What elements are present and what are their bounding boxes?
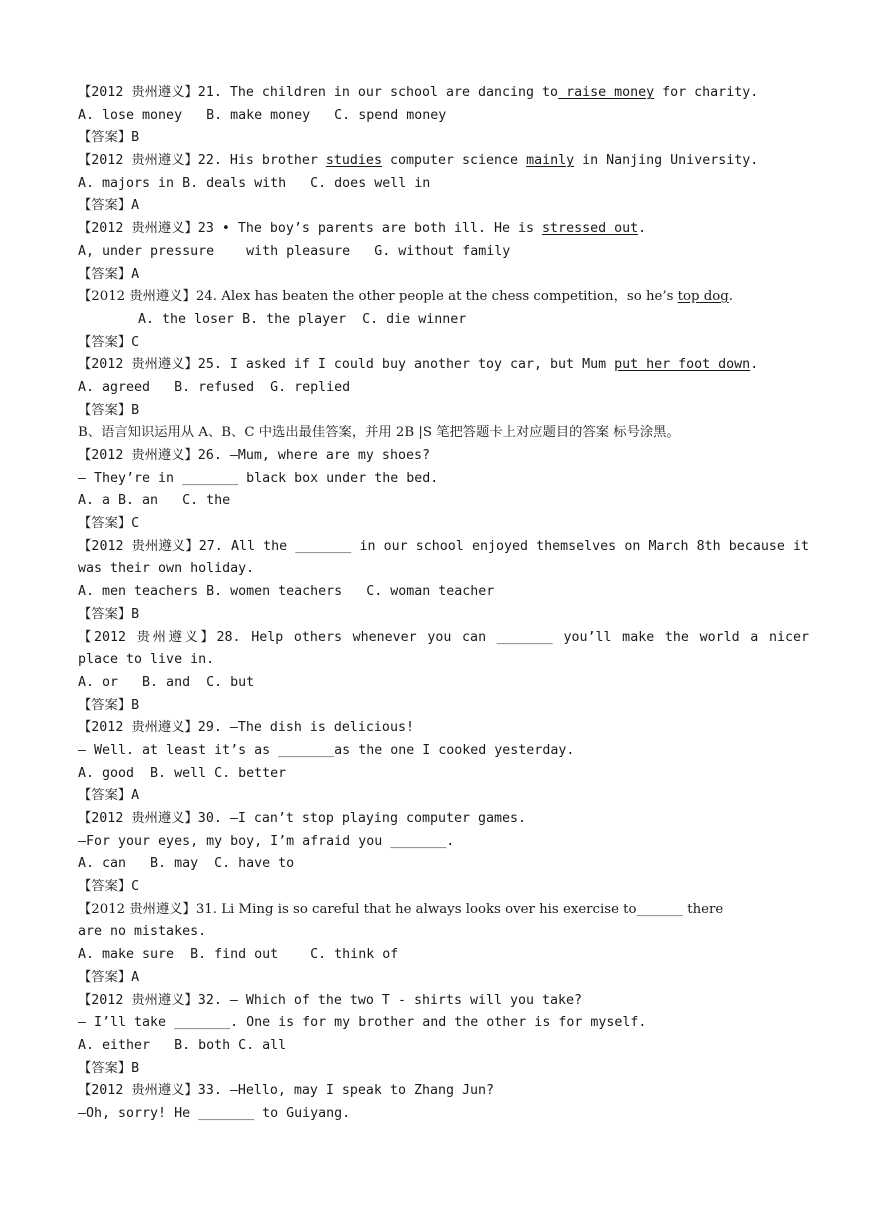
- text-line: [78, 400, 809, 423]
- text-line: [78, 831, 809, 854]
- text-line: [78, 853, 809, 876]
- text-line: [78, 82, 809, 105]
- text-segment: A. a B. an C. the: [78, 493, 231, 509]
- text-line: [78, 422, 809, 445]
- underlined-phrase: put her foot down: [614, 357, 751, 373]
- text-segment: 【2012 贵州遵义】23 • The boy’s parents are both ill. He is: [78, 221, 543, 237]
- text-line: [78, 695, 809, 718]
- text-line: [78, 127, 809, 150]
- text-segment: 【2012 贵州遵义】24. Alex has beaten the other people at the chess competition，so he’s: [78, 289, 678, 305]
- text-line: [78, 944, 809, 967]
- text-segment: place to live in.: [78, 652, 215, 668]
- text-segment: 【2012 贵州遵义】28. Help others whenever you can _______ you’ll make the world a nicer: [78, 629, 809, 645]
- text-line: [78, 513, 809, 536]
- text-segment: .: [638, 221, 647, 237]
- text-line: [78, 921, 809, 944]
- text-line: [78, 899, 809, 922]
- underlined-phrase: top dog: [677, 289, 729, 305]
- text-segment: was their own holiday.: [78, 561, 255, 577]
- text-segment: A. make sure B. find out C. think of: [78, 947, 399, 963]
- text-segment: in Nanjing University.: [574, 153, 759, 169]
- text-segment: 【答案】A: [78, 266, 140, 282]
- text-line: [78, 1058, 809, 1081]
- text-line: [78, 763, 809, 786]
- text-segment: 【答案】C: [78, 879, 140, 895]
- text-segment: A. good B. well C. better: [78, 765, 287, 781]
- text-line: [78, 150, 809, 173]
- text-line: [78, 604, 809, 627]
- text-segment: 【答案】A: [78, 198, 140, 214]
- text-segment: 【2012 贵州遵义】33. —Hello, may I speak to Zhang Jun?: [78, 1083, 495, 1099]
- text-line: [78, 649, 809, 672]
- text-line: [78, 354, 809, 377]
- text-segment: 【答案】A: [78, 788, 140, 804]
- text-line: [78, 967, 809, 990]
- text-segment: A. can B. may C. have to: [78, 856, 295, 872]
- text-line: [78, 195, 809, 218]
- text-line: [78, 468, 809, 491]
- text-segment: 【答案】C: [78, 516, 140, 532]
- text-line: [78, 264, 809, 287]
- text-line: [78, 286, 809, 309]
- text-segment: 【答案】A: [78, 969, 140, 985]
- text-segment: 【2012 贵州遵义】31. Li Ming is so careful that he always looks over his exercise to_______ there: [78, 901, 724, 917]
- text-line: [78, 672, 809, 695]
- text-segment: 【答案】C: [78, 334, 140, 350]
- text-segment: B、语言知识运用从 A、B、C 中选出最佳答案，并用 2B |S 笔把答题卡上对应题目的答案 标号涂黑。: [78, 425, 680, 441]
- text-line: [78, 1080, 809, 1103]
- text-segment: A, under pressure with pleasure G. without family: [78, 243, 511, 259]
- text-segment: A. men teachers B. women teachers C. woman teacher: [78, 584, 495, 600]
- text-line: [78, 241, 809, 264]
- text-line: [78, 990, 809, 1013]
- text-segment: —For your eyes, my boy, I’m afraid you _______.: [78, 833, 455, 849]
- text-segment: 【2012 贵州遵义】26. —Mum, where are my shoes?: [78, 448, 430, 463]
- text-line: [78, 105, 809, 128]
- text-line: [78, 1012, 809, 1035]
- text-line: [78, 876, 809, 899]
- text-segment: A. or B. and C. but: [78, 674, 255, 690]
- text-segment: A. majors in B. deals with C. does well in: [78, 175, 431, 191]
- text-line: [78, 309, 809, 332]
- text-segment: are no mistakes.: [78, 924, 207, 940]
- text-line: [78, 332, 809, 355]
- text-line: [78, 785, 809, 808]
- text-segment: 【2012 贵州遵义】22. His brother: [78, 153, 326, 169]
- text-line: [78, 173, 809, 196]
- text-segment: 【2012 贵州遵义】29. —The dish is delicious!: [78, 720, 414, 736]
- text-segment: 【答案】B: [78, 402, 140, 418]
- text-line: [78, 740, 809, 763]
- text-line: [78, 218, 809, 241]
- text-segment: 【答案】B: [78, 130, 140, 146]
- text-segment: — Well. at least it’s as _______as the one I cooked yesterday.: [78, 742, 575, 758]
- text-line: [78, 1103, 809, 1126]
- text-segment: 【答案】B: [78, 1060, 140, 1076]
- underlined-phrase: studies: [325, 153, 382, 169]
- text-line: [78, 717, 809, 740]
- text-line: [78, 445, 809, 468]
- text-segment: computer science: [381, 153, 527, 169]
- text-line: [78, 377, 809, 400]
- text-line: [78, 558, 809, 581]
- text-segment: A. the loser B. the player C. die winner: [138, 311, 467, 327]
- text-segment: for charity.: [654, 85, 759, 100]
- underlined-phrase: stressed out: [542, 221, 639, 237]
- text-segment: 【2012 贵州遵义】21. The children in our school are dancing to: [78, 85, 559, 100]
- text-segment: A. either B. both C. all: [78, 1037, 287, 1053]
- text-segment: —Oh, sorry! He _______ to Guiyang.: [78, 1105, 351, 1121]
- text-segment: .: [750, 357, 759, 373]
- text-line: [78, 536, 809, 559]
- text-segment: 【2012 贵州遵义】30. —I can’t stop playing computer games.: [78, 811, 527, 826]
- text-segment: 【2012 贵州遵义】27. All the _______ in our school enjoyed themselves on March 8th because it: [78, 538, 809, 554]
- underlined-phrase: mainly: [526, 153, 575, 169]
- text-line: [78, 627, 809, 650]
- text-line: [78, 581, 809, 604]
- text-segment: — I’ll take _______. One is for my brother and the other is for myself.: [78, 1015, 647, 1031]
- underlined-phrase: raise money: [558, 85, 655, 100]
- text-line: [78, 1035, 809, 1058]
- text-segment: .: [728, 289, 734, 305]
- text-segment: A. agreed B. refused G. replied: [78, 379, 351, 395]
- text-segment: 【2012 贵州遵义】25. I asked if I could buy another toy car, but Mum: [78, 357, 615, 373]
- text-segment: 【答案】B: [78, 606, 140, 622]
- text-line: [78, 808, 809, 831]
- text-segment: 【2012 贵州遵义】32. — Which of the two T - shirts will you take?: [78, 992, 583, 1008]
- text-segment: — They’re in _______ black box under the bed.: [78, 470, 439, 486]
- text-segment: 【答案】B: [78, 697, 140, 713]
- text-line: [78, 490, 809, 513]
- text-segment: A. lose money B. make money C. spend money: [78, 107, 447, 123]
